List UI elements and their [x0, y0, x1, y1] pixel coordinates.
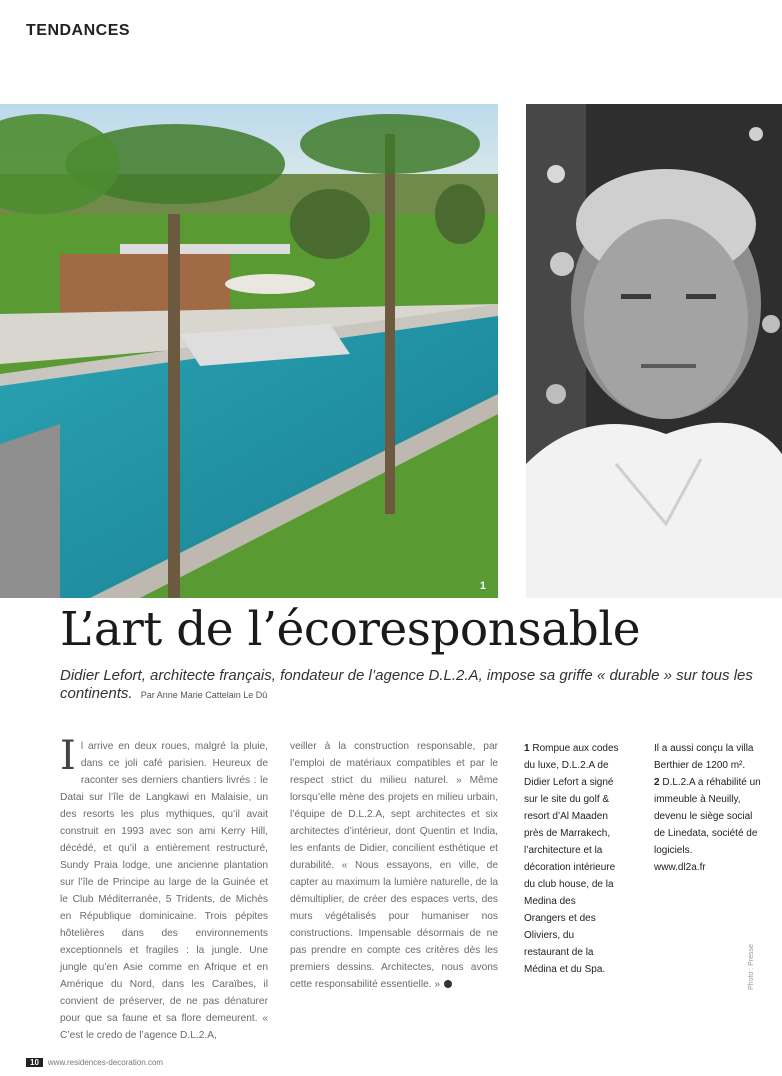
portrait-photo: [526, 104, 782, 598]
photo-credit: Photo : Presse: [748, 944, 755, 990]
photo-number: 1: [479, 580, 486, 592]
page-number: 10: [26, 1058, 43, 1067]
byline: Par Anne Marie Cattelain Le Dû: [140, 690, 268, 700]
body-text-2: veiller à la construction responsable, par l’emploi de matériaux compatibles et par le respect strict du milieu naturel. » Même lorsqu’elle mène des projets en milieu urbain, l’équipe de D.L.2.A, sept architectes et six architectes d’intérieur, dont Quentin et India, les enfants de Didier, concilient esthétique et durabilité. « Nous essayons, en ville, de capter au maximum la lumière naturelle, de la démultiplier, de créer des espaces verts, des murs végétalisés pour humaniser nos constructions. Impensable désormais de ne pas prendre en compte ces critères dès les premiers dessins. Architectes, nous avons cette responsabilité essentielle. »: [290, 741, 498, 990]
caption-2: [654, 740, 766, 876]
section-title: TENDANCES: [26, 22, 131, 39]
caption-2-number: 2: [654, 777, 660, 788]
caption-1-number: 1: [524, 743, 530, 754]
article-dek: [60, 667, 760, 704]
pool-illustration: [0, 104, 498, 598]
page-footer: [26, 1058, 163, 1067]
caption-2-text: D.L.2.A a réhabilité un immeuble à Neuilly, devenu le siège social de Linedata, société de logiciels.: [654, 777, 761, 856]
caption-1: [524, 740, 620, 978]
caption-1-text: Rompue aux codes du luxe, D.L.2.A de Didier Lefort a signé sur le site du golf & resort d’Al Maaden près de Marrakech, l’architecture et la décoration intérieure du club house, de la Medina des Orangers et des Oliviers, du restaurant de la Médina et du Spa.: [524, 743, 619, 975]
footer-url[interactable]: www.residences-decoration.com: [47, 1058, 164, 1067]
website-link[interactable]: www.dl2a.fr: [654, 862, 706, 873]
pool-photo: [0, 104, 498, 598]
drop-cap: I: [60, 733, 76, 779]
portrait-illustration: [526, 104, 782, 598]
dek-text: Didier Lefort, architecte français, fondateur de l’agence D.L.2.A, impose sa griffe « durable » sur tous les continents.: [60, 667, 753, 702]
body-text-1: l arrive en deux roues, malgré la pluie, dans ce joli café parisien. Heureux de raconter ses derniers chantiers livrés : le Datai sur l’île de Langkawi en Malaisie, un des resorts les plus mythiques, qu’il avait construit en 1993 avec son ami Kerry Hill, décédé, et qu’il a entièrement restructuré, Sundy Praia lodge, une ancienne plantation sur l’île de Principe au large de la Guinée et le Club Méditerranée, 5 Tridents, de Michès en République dominicaine. Trois pépites hôtelières dans des environnements exceptionnels et fragiles : la jungle. Une jungle qu’en Asie comme en Afrique et en Amérique du Nord, dans les Caraïbes, il convient de préserver, de ne pas dénaturer pour que sa faune et sa flore demeurent. « C’est le credo de l’agence D.L.2.A,: [60, 741, 268, 1041]
body-column-1: [60, 733, 268, 1044]
article-headline: L’art de l’écoresponsable: [60, 602, 641, 657]
body-column-2: [290, 738, 498, 993]
end-mark-icon: [444, 980, 452, 988]
caption-1-tail: Il a aussi conçu la villa Berthier de 1200 m².: [654, 743, 754, 771]
